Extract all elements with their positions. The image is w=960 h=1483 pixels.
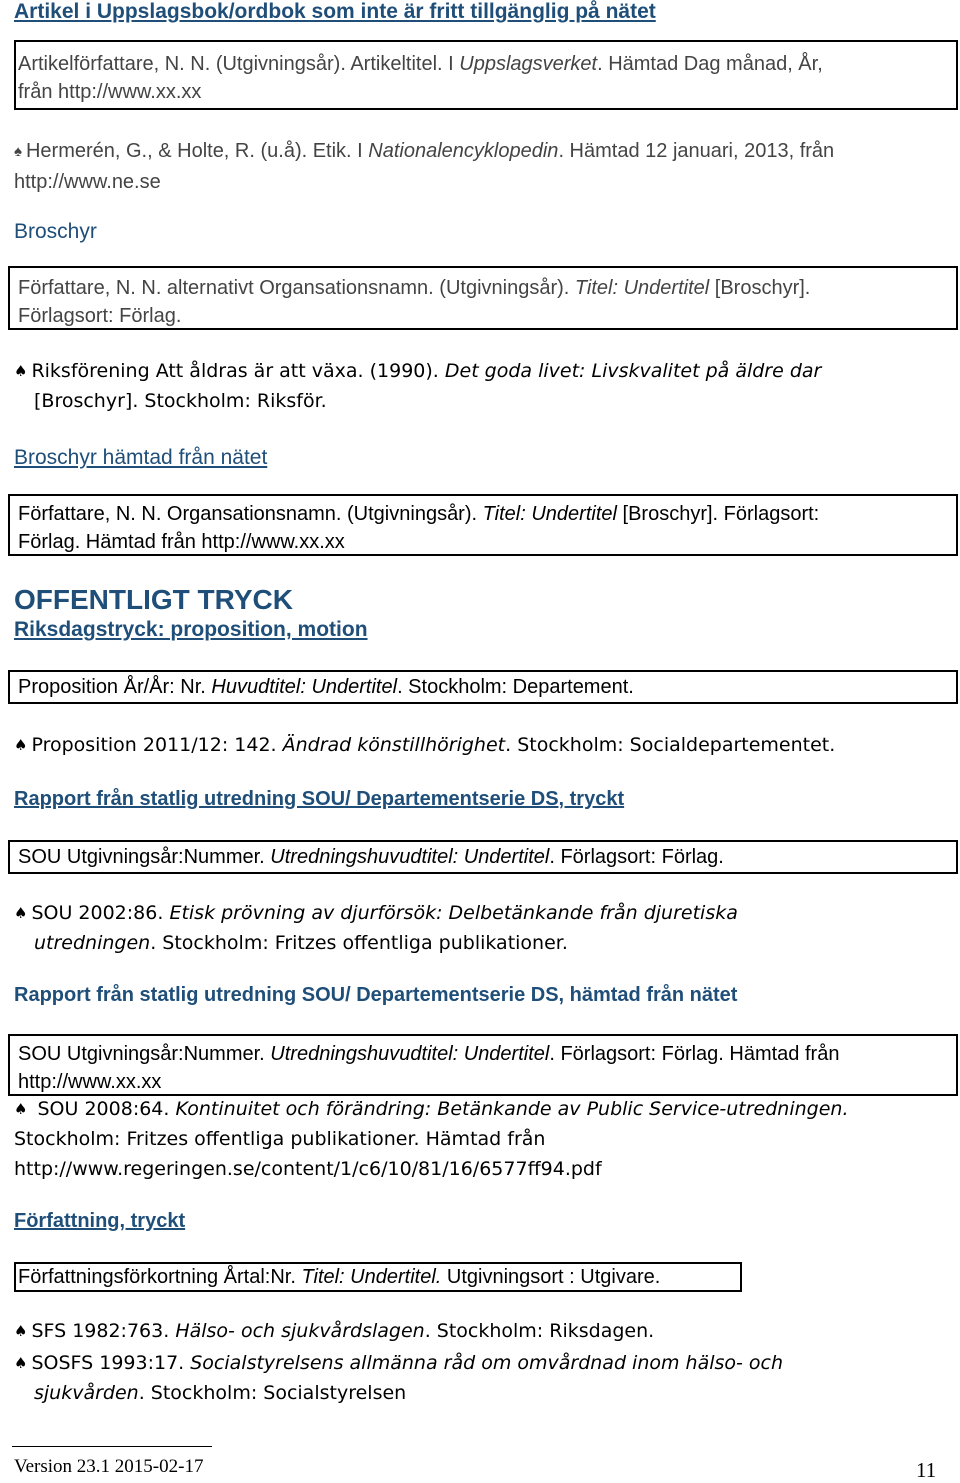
- spade-icon: ♠: [14, 736, 28, 754]
- format-box-brochure: [8, 266, 958, 330]
- heading-encyclopedia: Artikel i Uppslagsbok/ordbok som inte är fritt tillgänglig på nätet: [14, 0, 656, 23]
- footer-rule: [12, 1446, 212, 1447]
- spade-icon: ♠: [14, 143, 22, 160]
- format-box-encyclopedia: [14, 40, 958, 110]
- heading-sou-print: Rapport från statlig utredning SOU/ Departementserie DS, tryckt: [14, 788, 625, 810]
- format-text: Författare, N. N. Organsationsnamn. (Utgivningsår). Titel: Undertitel [Broschyr]. Förlagsort: Förlag. Hämtad från http://www.xx.xx: [18, 503, 820, 553]
- spade-icon: ♠: [14, 362, 28, 380]
- example-brochure: ♠ Riksförening Att åldras är att växa. (1990). Det goda livet: Livskvalitet på äldre dar [Broschyr]. Stockholm: Riksför.: [14, 356, 954, 416]
- format-box-proposition: [8, 670, 958, 704]
- format-box-brochure-online: [8, 494, 958, 556]
- heading-sou-online: Rapport från statlig utredning SOU/ Departementserie DS, hämtad från nätet: [14, 984, 738, 1006]
- format-text: Författare, N. N. alternativt Organsationsnamn. (Utgivningsår). Titel: Undertitel [Broschyr]. Förlagsort: Förlag.: [18, 277, 811, 327]
- spade-icon: ♠: [14, 1354, 28, 1372]
- format-text: SOU Utgivningsår:Nummer. Utredningshuvudtitel: Undertitel. Förlagsort: Förlag.: [18, 846, 724, 868]
- format-text: Artikelförfattare, N. N. (Utgivningsår). Artikeltitel. I Uppslagsverket. Hämtad Dag månad, År, från http://www.xx.xx: [18, 53, 823, 103]
- example-sou-print: ♠ SOU 2002:86. Etisk prövning av djurförsök: Delbetänkande från djuretiska utredningen. Stockholm: Fritzes offentliga publikationer.: [14, 898, 954, 958]
- page-number: 11: [916, 1458, 937, 1482]
- example-proposition: ♠ Proposition 2011/12: 142. Ändrad könstillhörighet. Stockholm: Socialdepartementet.: [14, 730, 954, 760]
- title-official-print: OFFENTLIGT TRYCK: [14, 584, 293, 615]
- format-text: SOU Utgivningsår:Nummer. Utredningshuvudtitel: Undertitel. Förlagsort: Förlag. Hämtad från http://www.xx.xx: [18, 1043, 840, 1093]
- format-box-sou-online: [8, 1034, 958, 1096]
- example-sfs: ♠ SFS 1982:763. Hälso- och sjukvårdslagen. Stockholm: Riksdagen.: [14, 1316, 954, 1346]
- heading-statute: Författning, tryckt: [14, 1210, 186, 1232]
- spade-icon: ♠: [14, 1100, 28, 1118]
- format-box-sou-print: [8, 840, 958, 874]
- example-sosfs: ♠ SOSFS 1993:17. Socialstyrelsens allmänna råd om omvårdnad inom hälso- och sjukvården. Stockholm: Socialstyrelsen: [14, 1348, 954, 1408]
- format-text: Proposition År/År: Nr. Huvudtitel: Undertitel. Stockholm: Departement.: [18, 676, 634, 698]
- format-text: Författningsförkortning Årtal:Nr. Titel: Undertitel. Utgivningsort : Utgivare.: [18, 1266, 661, 1288]
- spade-icon: ♠: [14, 904, 28, 922]
- heading-brochure: Broschyr: [14, 220, 97, 243]
- example-encyclopedia: ♠ Hermerén, G., & Holte, R. (u.å). Etik. I Nationalencyklopedin. Hämtad 12 januari, 2013, från http://www.ne.se: [14, 136, 954, 197]
- heading-brochure-online: Broschyr hämtad från nätet: [14, 446, 268, 469]
- example-sou-online: ♠ SOU 2008:64. Kontinuitet och förändring: Betänkande av Public Service-utredningen. Stockholm: Fritzes offentliga publikationer. Hämtad från http://www.regeringen.se/content/1/c6/10/81/16/6577ff94.pdf: [14, 1094, 954, 1184]
- footer-version: Version 23.1 2015-02-17: [14, 1456, 204, 1477]
- heading-parliament-print: Riksdagstryck: proposition, motion: [14, 618, 368, 641]
- spade-icon: ♠: [14, 1322, 28, 1340]
- format-box-statute: [14, 1262, 742, 1292]
